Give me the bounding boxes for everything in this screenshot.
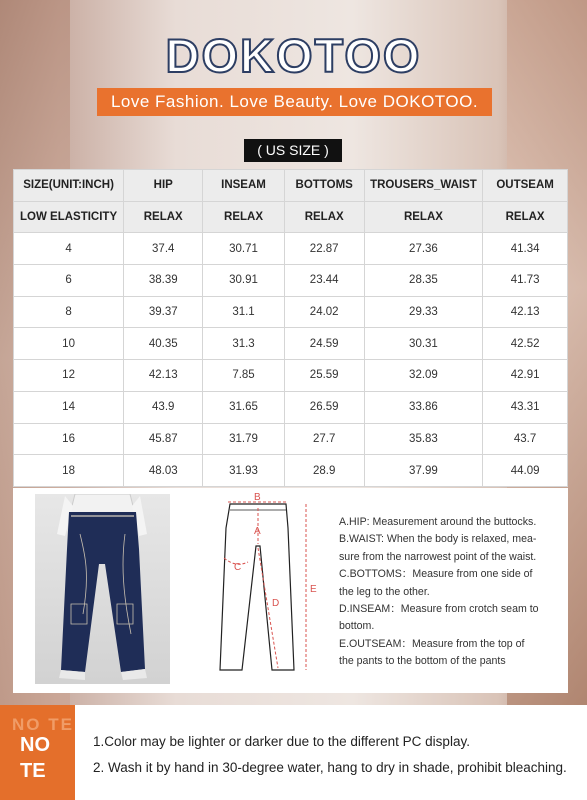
size-cell: 12 [14,360,124,392]
table-cell: 25.59 [284,360,364,392]
table-cell: 30.31 [364,328,483,360]
table-cell: 30.71 [203,233,284,265]
table-row [14,455,568,487]
measurement-notes [339,514,565,671]
table-cell: 38.39 [124,265,203,297]
table-row [14,296,568,328]
note-line: D.INSEAM：Measure from crotch seam to [339,603,539,616]
table-cell: 23.44 [284,265,364,297]
note-line: the leg to the other. [339,585,430,598]
table-cell: 43.31 [483,391,568,423]
table-cell: 31.3 [203,328,284,360]
table-cell: 37.99 [364,455,483,487]
note-label-line1: NO [20,734,50,756]
table-cell: 31.93 [203,455,284,487]
note-label-line2: TE [20,760,46,782]
table-cell: 26.59 [284,391,364,423]
label-a: A [254,526,261,537]
table-cell: 32.09 [364,360,483,392]
slogan-banner: Love Fashion. Love Beauty. Love DOKOTOO. [97,88,492,116]
header-corner: SIZE(UNIT:INCH) [14,170,124,202]
table-cell: 40.35 [124,328,203,360]
table-cell: 31.65 [203,391,284,423]
table-header-row [14,170,568,202]
note-line: E.OUTSEAM：Measure from the top of [339,637,525,650]
table-cell: 42.13 [124,360,203,392]
table-cell: 41.73 [483,265,568,297]
note-line: bottom. [339,620,375,633]
size-cell: 10 [14,328,124,360]
elasticity-cell: RELAX [284,201,364,233]
table-cell: 33.86 [364,391,483,423]
table-cell: 43.9 [124,391,203,423]
table-cell: 24.02 [284,296,364,328]
size-cell: 4 [14,233,124,265]
elasticity-cell: RELAX [203,201,284,233]
label-d: D [272,598,280,609]
jeans-model-illustration [35,494,170,684]
table-cell: 37.4 [124,233,203,265]
label-e: E [310,584,317,595]
size-cell: 16 [14,423,124,455]
table-cell: 42.13 [483,296,568,328]
table-cell: 30.91 [203,265,284,297]
label-c: C [234,562,242,573]
header-elasticity: LOW ELASTICITY [14,201,124,233]
table-cell: 39.37 [124,296,203,328]
table-cell: 31.1 [203,296,284,328]
table-cell: 42.91 [483,360,568,392]
table-cell: 45.87 [124,423,203,455]
size-cell: 6 [14,265,124,297]
table-subheader-row [14,201,568,233]
table-cell: 44.09 [483,455,568,487]
table-cell: 41.34 [483,233,568,265]
pants-diagram [188,488,348,688]
note-badge [0,705,75,800]
header-hip: HIP [124,170,203,202]
table-cell: 35.83 [364,423,483,455]
note-line: B.WAIST: When the body is relaxed, mea- [339,533,537,546]
table-cell: 22.87 [284,233,364,265]
header-inseam: INSEAM [203,170,284,202]
table-cell: 43.7 [483,423,568,455]
table-row [14,233,568,265]
note-label [20,732,50,784]
table-cell: 27.36 [364,233,483,265]
table-row [14,423,568,455]
table-row [14,328,568,360]
note-line: the pants to the bottom of the pants [339,655,506,668]
note-line: C.BOTTOMS：Measure from one side of [339,568,533,581]
note-ghost-text: NO TE [12,715,74,734]
note-line: sure from the narrowest point of the waist. [339,550,537,563]
size-cell: 18 [14,455,124,487]
table-row [14,360,568,392]
table-row [14,265,568,297]
size-cell: 14 [14,391,124,423]
table-cell: 28.9 [284,455,364,487]
size-chart-table [13,169,568,487]
elasticity-cell: RELAX [124,201,203,233]
table-cell: 7.85 [203,360,284,392]
header-bottoms: BOTTOMS [284,170,364,202]
table-cell: 48.03 [124,455,203,487]
table-cell: 28.35 [364,265,483,297]
note-item: 1.Color may be lighter or darker due to the different PC display. [93,734,470,749]
note-item: 2. Wash it by hand in 30-degree water, hang to dry in shade, prohibit bleaching. [93,760,567,775]
notes-bar [0,705,587,800]
header-trousers-waist: TROUSERS_WAIST [364,170,483,202]
measurement-guide [13,488,568,693]
note-line: A.HIP: Measurement around the buttocks. [339,516,537,528]
label-b: B [254,492,261,503]
elasticity-cell: RELAX [483,201,568,233]
brand-logo: DOKOTOO [165,29,422,82]
model-photo [35,494,170,684]
header-outseam: OUTSEAM [483,170,568,202]
elasticity-cell: RELAX [364,201,483,233]
table-cell: 31.79 [203,423,284,455]
table-cell: 29.33 [364,296,483,328]
table-row [14,391,568,423]
table-cell: 42.52 [483,328,568,360]
size-label: ( US SIZE ) [244,139,342,162]
size-cell: 8 [14,296,124,328]
table-cell: 27.7 [284,423,364,455]
table-cell: 24.59 [284,328,364,360]
